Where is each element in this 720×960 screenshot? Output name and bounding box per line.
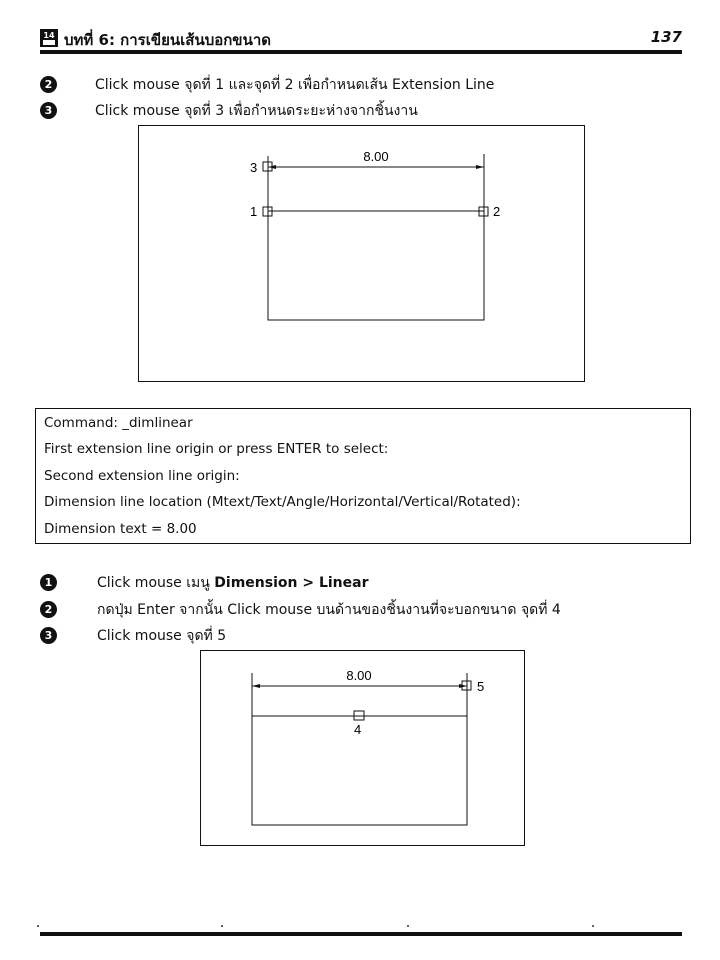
point-label-2: 2 [493, 204, 501, 219]
menu-path-text: Dimension > Linear [214, 574, 369, 591]
figure2-drawing [201, 651, 526, 847]
step-text [97, 572, 368, 594]
footer-rule [40, 932, 682, 936]
point-label-3: 3 [250, 160, 258, 175]
step-item [40, 102, 418, 119]
command-line: Dimension line location (Mtext/Text/Angle/Horizontal/Vertical/Rotated): [44, 494, 521, 510]
step-item [40, 627, 227, 644]
page-number: 137 [650, 28, 682, 46]
step-number-badge: 2 [40, 76, 57, 93]
point-label-4: 4 [354, 722, 362, 737]
arrowhead-right [476, 165, 484, 169]
command-line: Second extension line origin: [44, 468, 240, 484]
workpiece-rect [268, 211, 484, 320]
step-item [40, 601, 561, 618]
arrowhead-right [459, 684, 467, 688]
step-number-badge: 3 [40, 102, 57, 119]
step-number-badge: 3 [40, 627, 57, 644]
point-label-5: 5 [477, 679, 485, 694]
step-text: Click mouse จุดที่ 3 เพื่อกำหนดระยะห่างจากชิ้นงาน [95, 102, 418, 119]
page-header [40, 28, 682, 50]
step-text: กดปุ่ม Enter จากนั้น Click mouse บนด้านของชิ้นงานที่จะบอกขนาด จุดที่ 4 [97, 601, 561, 618]
point-label-1: 1 [250, 204, 258, 219]
command-line: First extension line origin or press ENTER to select: [44, 441, 389, 457]
step-text: Click mouse จุดที่ 5 [97, 627, 227, 644]
figure1-drawing [139, 126, 586, 383]
command-line: Dimension text = 8.00 [44, 521, 197, 537]
step-number-badge: 2 [40, 601, 57, 618]
command-line-box [35, 408, 691, 544]
arrowhead-left [252, 684, 260, 688]
step-item [40, 76, 495, 93]
chapter-logo-icon [40, 29, 58, 47]
step-item [40, 574, 369, 591]
figure-linear-dimension [200, 650, 525, 846]
logo-text: 14 [43, 31, 55, 40]
step-number-badge: 1 [40, 574, 57, 591]
command-line: Command: _dimlinear [44, 415, 193, 431]
step-text-plain: Click mouse เมนู [97, 574, 215, 591]
figure-extension-lines [138, 125, 585, 382]
dimension-text: 8.00 [346, 668, 372, 683]
chapter-title: บทที่ 6: การเขียนเส้นบอกขนาด [64, 31, 271, 49]
dimension-text: 8.00 [363, 149, 389, 164]
header-rule [40, 50, 682, 54]
step-text: Click mouse จุดที่ 1 และจุดที่ 2 เพื่อกำหนดเส้น Extension Line [95, 76, 495, 93]
